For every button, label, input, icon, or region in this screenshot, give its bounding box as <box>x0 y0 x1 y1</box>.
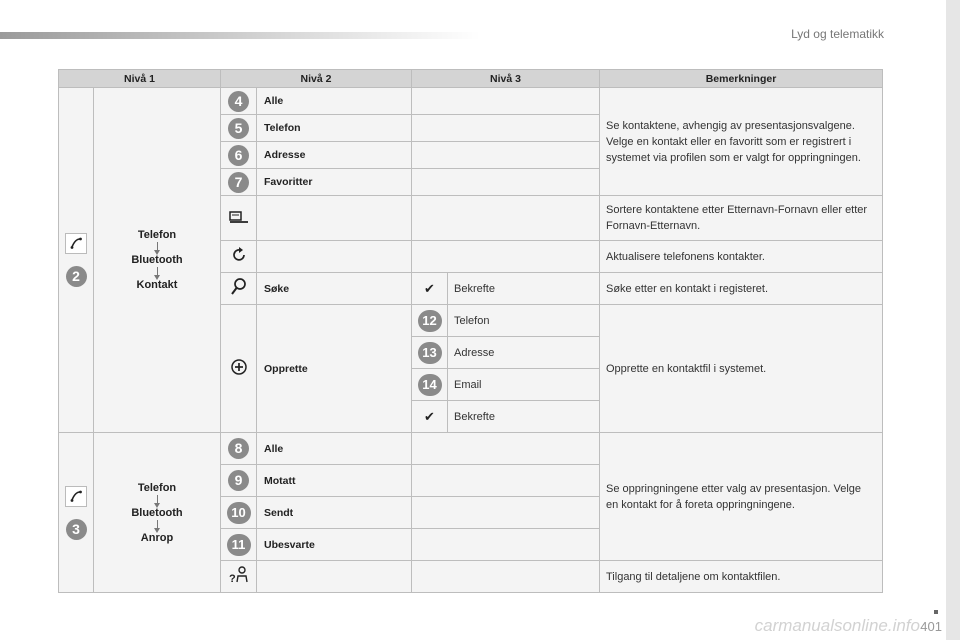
chain-item: Anrop <box>140 531 174 544</box>
empty-cell <box>412 196 600 241</box>
empty-cell <box>412 529 600 561</box>
empty-cell <box>412 241 600 273</box>
empty-cell <box>412 88 600 115</box>
phone-handset-icon <box>65 233 87 254</box>
step-badge: 11 <box>227 534 251 556</box>
step-badge: 13 <box>418 342 442 364</box>
step-badge: 5 <box>228 118 249 139</box>
empty-cell <box>257 241 412 273</box>
contact-details-icon <box>228 573 250 588</box>
magnifier-icon <box>230 288 248 300</box>
badge-cell <box>221 115 257 142</box>
down-arrow-icon <box>157 242 158 251</box>
note-cell: Se kontaktene, avhengig av presentasjonsvalgene. Velge en kontakt eller en favoritt som er registrert i systemet via profilen som er valgt for oppringningen. <box>600 88 883 196</box>
badge-cell <box>221 142 257 169</box>
icon-cell <box>221 561 257 593</box>
badge-cell <box>221 169 257 196</box>
step-badge: 7 <box>228 172 249 193</box>
level2-label: Ubesvarte <box>257 529 412 561</box>
chain-item: Kontakt <box>136 279 178 291</box>
page-number: 401 <box>920 619 942 634</box>
table-row <box>59 88 883 115</box>
icon-cell <box>221 273 257 305</box>
level2-label: Opprette <box>257 305 412 433</box>
level2-label: Telefon <box>257 115 412 142</box>
down-arrow-icon <box>157 267 158 276</box>
step-badge: 14 <box>418 374 442 396</box>
level3-label: Email <box>448 369 600 401</box>
note-cell: Se oppringningene etter valg av presentasjon. Velge en kontakt for å foreta oppringningene. <box>600 433 883 561</box>
plus-circle-icon <box>230 367 248 379</box>
header-gradient-bar <box>0 32 480 39</box>
level3-label: Adresse <box>448 337 600 369</box>
chain-item: Telefon <box>137 481 177 494</box>
header-notes: Bemerkninger <box>600 70 883 88</box>
badge-cell <box>412 305 448 337</box>
badge-cell <box>221 433 257 465</box>
header-level2: Nivå 2 <box>221 70 412 88</box>
step-badge: 8 <box>228 438 249 459</box>
icon-cell <box>221 241 257 273</box>
checkmark-icon: ✔ <box>424 408 435 424</box>
empty-cell <box>257 561 412 593</box>
chain-item: Bluetooth <box>131 254 183 266</box>
level3-label: Telefon <box>448 305 600 337</box>
step-badge: 12 <box>418 310 442 332</box>
empty-cell <box>412 142 600 169</box>
step-badge: 2 <box>66 266 87 287</box>
empty-cell <box>412 497 600 529</box>
empty-cell <box>412 433 600 465</box>
watermark: carmanualsonline.info <box>754 616 920 635</box>
page-edge-bar <box>946 0 960 640</box>
level2-label: Favoritter <box>257 169 412 196</box>
svg-text:?: ? <box>228 573 236 585</box>
checkmark-icon: ✔ <box>424 280 435 296</box>
empty-cell <box>412 115 600 142</box>
empty-cell <box>412 169 600 196</box>
level2-label: Adresse <box>257 142 412 169</box>
level1-cell <box>59 88 94 433</box>
badge-cell <box>221 497 257 529</box>
chain-item: Bluetooth <box>131 506 183 519</box>
empty-cell <box>412 465 600 497</box>
step-badge: 3 <box>66 519 87 540</box>
phone-handset-icon <box>65 486 87 507</box>
empty-cell <box>412 561 600 593</box>
note-cell: Aktualisere telefonens kontakter. <box>600 241 883 273</box>
table-header-row <box>59 70 883 88</box>
badge-cell <box>412 337 448 369</box>
note-cell: Søke etter en kontakt i registeret. <box>600 273 883 305</box>
keyboard-sort-icon <box>229 215 249 227</box>
level1-cell <box>59 433 94 593</box>
badge-cell <box>221 465 257 497</box>
level1-chain <box>94 433 221 593</box>
level1-chain <box>94 88 221 433</box>
note-cell: Tilgang til detaljene om kontaktfilen. <box>600 561 883 593</box>
down-arrow-icon <box>157 520 158 529</box>
step-badge: 9 <box>228 470 249 491</box>
table-row <box>59 433 883 465</box>
level3-label: Bekrefte <box>448 401 600 433</box>
badge-cell <box>221 88 257 115</box>
icon-cell <box>412 401 448 433</box>
icon-cell <box>221 196 257 241</box>
note-cell: Opprette en kontaktfil i systemet. <box>600 305 883 433</box>
step-badge: 4 <box>228 91 249 112</box>
level2-label: Søke <box>257 273 412 305</box>
page-marker <box>934 610 938 614</box>
section-title: Lyd og telematikk <box>791 27 884 41</box>
step-badge: 10 <box>227 502 251 524</box>
menu-table <box>58 69 883 593</box>
header-level1: Nivå 1 <box>59 70 221 88</box>
note-cell: Sortere kontaktene etter Etternavn-Fornavn eller etter Fornavn-Etternavn. <box>600 196 883 241</box>
badge-cell <box>221 529 257 561</box>
refresh-icon <box>230 255 248 267</box>
badge-cell <box>412 369 448 401</box>
chain-item: Telefon <box>137 229 177 241</box>
level2-label: Alle <box>257 433 412 465</box>
level2-label: Sendt <box>257 497 412 529</box>
level2-label: Alle <box>257 88 412 115</box>
icon-cell <box>221 305 257 433</box>
step-badge: 6 <box>228 145 249 166</box>
icon-cell <box>412 273 448 305</box>
down-arrow-icon <box>157 495 158 504</box>
level3-label: Bekrefte <box>448 273 600 305</box>
empty-cell <box>257 196 412 241</box>
level2-label: Motatt <box>257 465 412 497</box>
header-level3: Nivå 3 <box>412 70 600 88</box>
